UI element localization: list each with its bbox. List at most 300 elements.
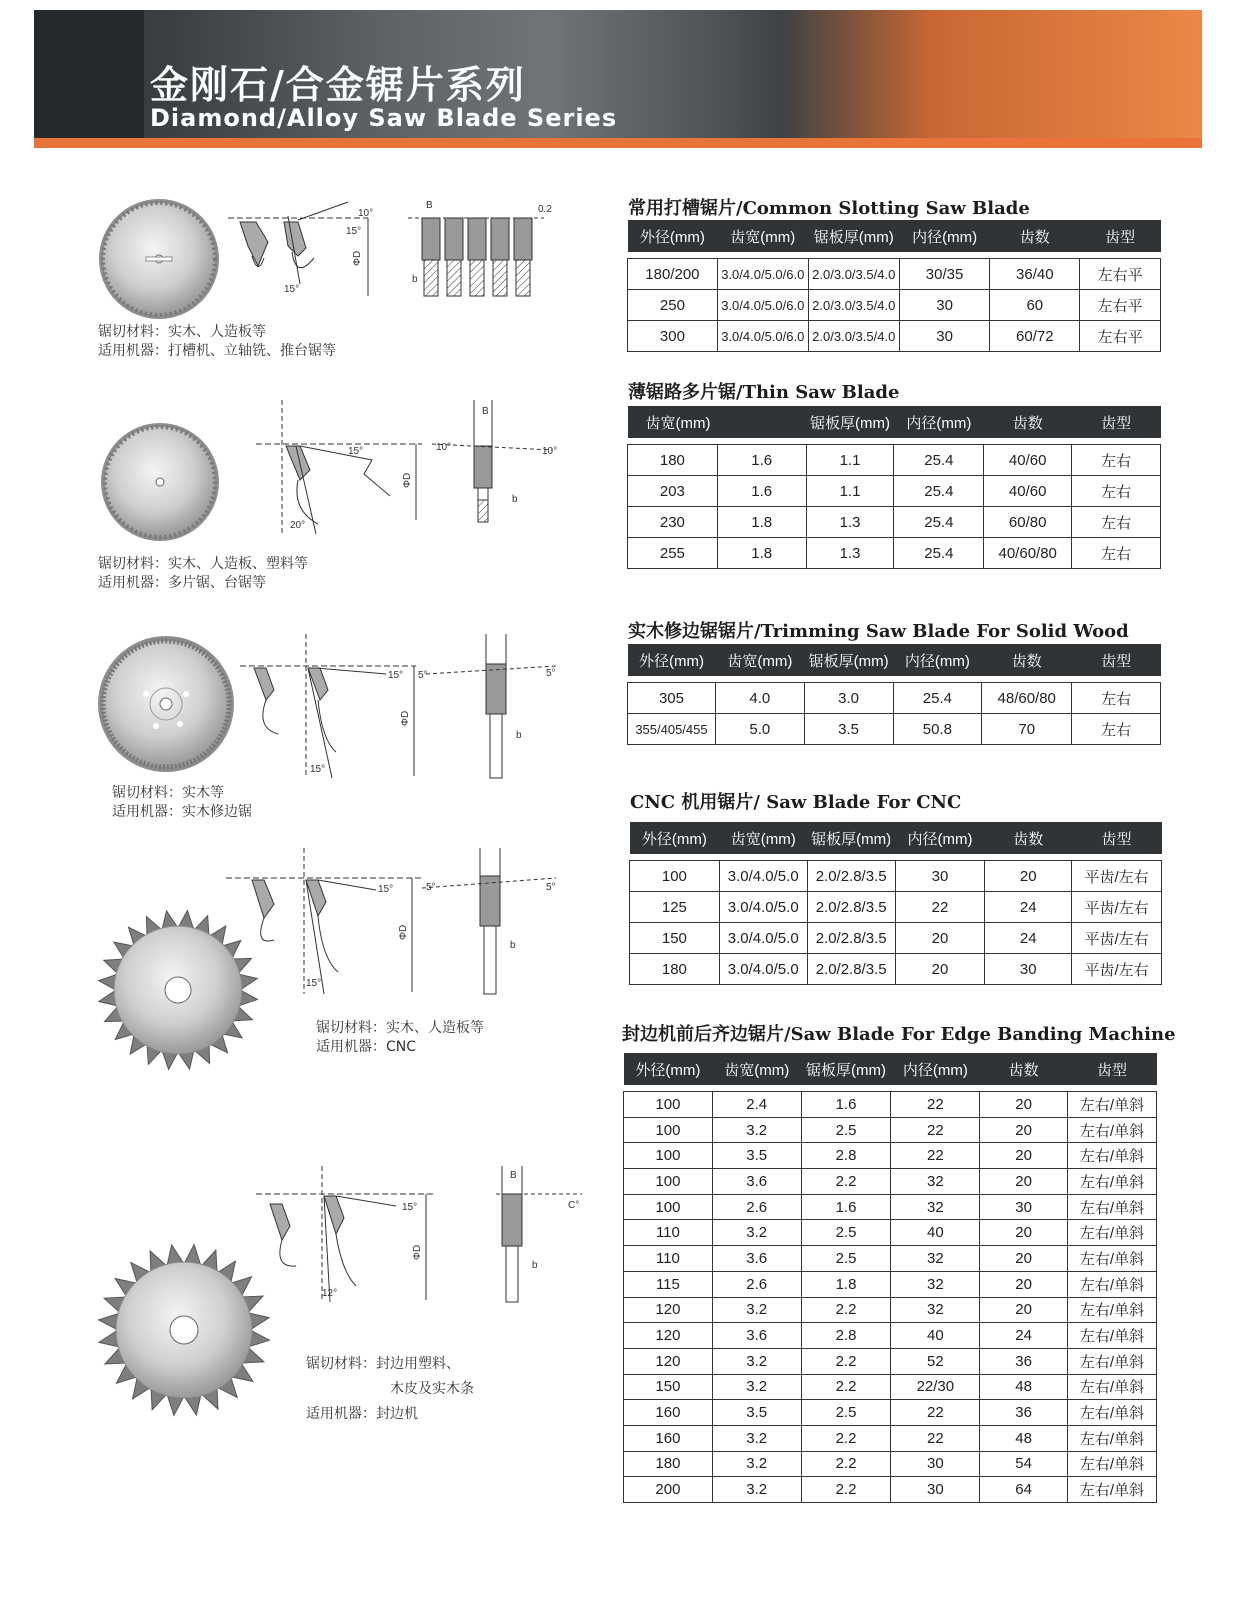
d1-angle-a: 10°	[358, 208, 374, 219]
table-cell: 1.8	[717, 538, 806, 569]
table-row	[630, 892, 1162, 923]
table-cell: 2.0/2.8/3.5	[807, 954, 895, 985]
tooth-diagram-1	[228, 196, 558, 301]
table-header: 锯板厚(mm)	[804, 644, 893, 676]
table-2-title: 薄锯路多片锯/Thin Saw Blade	[628, 382, 900, 403]
product-3-machine: 适用机器：实木修边锯	[112, 804, 252, 820]
table-cell: 1.3	[806, 538, 894, 569]
table-cell: 115	[624, 1271, 713, 1297]
table-cell: 54	[980, 1451, 1068, 1477]
table-row	[624, 1323, 1157, 1349]
table-header: 齿数	[985, 822, 1072, 854]
table-cell: 180	[630, 954, 720, 985]
table-cell: 3.5	[712, 1400, 801, 1426]
table-cell: 2.8	[801, 1143, 891, 1169]
d5-plate-b: b	[532, 1260, 538, 1271]
header-dark-block	[34, 10, 144, 138]
table-cell: 30	[899, 321, 990, 352]
table-header: 内径(mm)	[894, 406, 984, 438]
table-cell: 1.8	[801, 1271, 891, 1297]
table-header: 外径(mm)	[628, 220, 718, 252]
table-cell: 3.2	[712, 1477, 801, 1503]
table-cell: 3.2	[712, 1374, 801, 1400]
table-cell: 左右平	[1080, 290, 1161, 321]
d3-angle-a: 15°	[388, 670, 404, 681]
table-cell: 48	[980, 1425, 1068, 1451]
table-cell: 30/35	[899, 259, 990, 290]
table-cell: 22	[891, 1117, 980, 1143]
table-header: 齿数	[990, 220, 1080, 252]
table-cell: 左右/单斜	[1068, 1271, 1157, 1297]
tooth-diagram-3	[236, 630, 566, 780]
table-row	[624, 1220, 1157, 1246]
d1-angle-b: 15°	[346, 226, 362, 237]
d4-angle-b: 5°	[426, 882, 436, 893]
table-cell: 30	[895, 861, 985, 892]
page-title-cn: 金刚石/合金锯片系列	[150, 63, 526, 107]
table-header: 齿数	[982, 644, 1072, 676]
table-header-row	[628, 220, 1161, 252]
table-header: 齿型	[1068, 1053, 1157, 1085]
d4-diameter: ΦD	[398, 924, 409, 940]
table-header: 锯板厚(mm)	[808, 220, 899, 252]
table-row	[628, 259, 1161, 290]
table-3-title: 实木修边锯锯片/Trimming Saw Blade For Solid Wood	[628, 621, 1129, 642]
table-cell: 25.4	[894, 538, 984, 569]
table-cell: 52	[891, 1348, 980, 1374]
d5-diameter: ΦD	[412, 1244, 423, 1260]
table-cell: 1.3	[806, 507, 894, 538]
d5-angle-b: 12°	[322, 1288, 338, 1299]
table-row	[630, 923, 1162, 954]
d3-diameter: ΦD	[400, 710, 411, 726]
table-cell: 2.6	[712, 1271, 801, 1297]
table-header: 锯板厚(mm)	[801, 1053, 891, 1085]
table-cell: 25.4	[893, 683, 982, 714]
table-header: 锯板厚(mm)	[806, 406, 894, 438]
table-cell: 36	[980, 1400, 1068, 1426]
table-row	[628, 507, 1161, 538]
table-cell: 左右	[1072, 507, 1161, 538]
table-cell: 3.5	[712, 1143, 801, 1169]
table-cell: 2.5	[801, 1117, 891, 1143]
table-cell: 左右/单斜	[1068, 1425, 1157, 1451]
table-header: 齿宽(mm)	[719, 822, 807, 854]
table-1-title: 常用打槽锯片/Common Slotting Saw Blade	[628, 198, 1030, 219]
table-cell: 左右	[1072, 445, 1161, 476]
table-cell: 平齿/左右	[1072, 861, 1162, 892]
product-4-machine: 适用机器：CNC	[316, 1039, 417, 1055]
table-cell: 1.6	[717, 476, 806, 507]
table-cell: 22	[891, 1425, 980, 1451]
table-cell: 3.2	[712, 1425, 801, 1451]
table-header: 内径(mm)	[891, 1053, 980, 1085]
table-cell: 1.6	[801, 1092, 891, 1118]
table-cell: 2.5	[801, 1400, 891, 1426]
table-cell: 250	[628, 290, 718, 321]
table-row	[628, 290, 1161, 321]
table-cell: 左右	[1072, 683, 1161, 714]
table-cell: 2.2	[801, 1169, 891, 1195]
table-cell: 25.4	[894, 507, 984, 538]
d1-diameter: ΦD	[352, 250, 363, 266]
table-cell: 32	[891, 1297, 980, 1323]
table-cell: 110	[624, 1246, 713, 1272]
table-cell: 1.6	[801, 1194, 891, 1220]
table-cell: 左右	[1072, 538, 1161, 569]
table-row	[624, 1348, 1157, 1374]
d1-angle-c: 15°	[284, 284, 300, 295]
table-cell: 左右/单斜	[1068, 1143, 1157, 1169]
product-4-material: 锯切材料：实木、人造板等	[316, 1020, 484, 1036]
table-header: 齿型	[1072, 822, 1162, 854]
table-cell: 300	[628, 321, 718, 352]
table-cell: 24	[980, 1323, 1068, 1349]
table-cell: 20	[980, 1169, 1068, 1195]
product-2-note	[98, 555, 308, 593]
table-cell: 2.5	[801, 1246, 891, 1272]
table-cell: 左右/单斜	[1068, 1117, 1157, 1143]
table-cell: 25.4	[894, 445, 984, 476]
table-cell: 120	[624, 1323, 713, 1349]
product-1-material: 锯切材料：实木、人造板等	[98, 324, 266, 340]
d3-plate-b: b	[516, 730, 522, 741]
table-cell: 2.0/2.8/3.5	[807, 892, 895, 923]
table-row	[630, 861, 1162, 892]
table-row	[624, 1477, 1157, 1503]
page-header	[34, 10, 1202, 148]
d2-angle-right: 10°	[542, 446, 558, 457]
table-cell: 左右	[1072, 476, 1161, 507]
table-cell: 60	[990, 290, 1080, 321]
table-cell: 左右/单斜	[1068, 1194, 1157, 1220]
table-cell: 左右/单斜	[1068, 1323, 1157, 1349]
table-cell: 3.0/4.0/5.0/6.0	[717, 259, 808, 290]
table-row	[624, 1271, 1157, 1297]
table-cell: 左右/单斜	[1068, 1297, 1157, 1323]
table-cell: 2.2	[801, 1477, 891, 1503]
d5-angle-a: 15°	[402, 1202, 418, 1213]
table-row	[630, 954, 1162, 985]
table-cell: 60/72	[990, 321, 1080, 352]
table-cell: 32	[891, 1169, 980, 1195]
table-cell: 32	[891, 1271, 980, 1297]
table-cell: 22	[891, 1143, 980, 1169]
table-row	[628, 538, 1161, 569]
table-cell: 3.0/4.0/5.0	[719, 923, 807, 954]
d1-tolerance: 0.2	[538, 204, 552, 215]
table-cell: 40	[891, 1220, 980, 1246]
saw-blade-image-1	[96, 196, 222, 322]
table-cell: 3.0	[804, 683, 893, 714]
table-cell: 120	[624, 1348, 713, 1374]
table-cell: 36/40	[990, 259, 1080, 290]
table-cell: 5.0	[715, 714, 804, 745]
table-cell: 左右/单斜	[1068, 1348, 1157, 1374]
table-cell: 左右/单斜	[1068, 1477, 1157, 1503]
table-cell: 40/60	[984, 476, 1072, 507]
table-header-row	[628, 644, 1161, 676]
table-cell: 4.0	[715, 683, 804, 714]
table-header: 外径(mm)	[624, 1053, 713, 1085]
table-cell: 3.6	[712, 1246, 801, 1272]
saw-blade-image-5	[96, 1242, 272, 1418]
table-cell: 203	[628, 476, 718, 507]
table-cell: 1.6	[717, 445, 806, 476]
d2-angle-left: 10°	[436, 442, 452, 453]
table-header: 齿型	[1080, 220, 1161, 252]
table-cell: 32	[891, 1194, 980, 1220]
table-header: 齿型	[1072, 406, 1161, 438]
d1-width-b: B	[426, 200, 433, 211]
table-cell: 2.2	[801, 1297, 891, 1323]
table-cell: 48	[980, 1374, 1068, 1400]
table-cell: 20	[980, 1220, 1068, 1246]
d2-plate-b: b	[512, 494, 518, 505]
table-cell: 3.2	[712, 1220, 801, 1246]
table-cell: 100	[624, 1194, 713, 1220]
table-row	[624, 1246, 1157, 1272]
table-cell: 20	[980, 1246, 1068, 1272]
table-cell: 左右/单斜	[1068, 1374, 1157, 1400]
table-cell: 125	[630, 892, 720, 923]
table-row	[628, 714, 1161, 745]
table-cell: 200	[624, 1477, 713, 1503]
d4-plate-b: b	[510, 940, 516, 951]
table-cell: 150	[630, 923, 720, 954]
product-1-note	[98, 323, 336, 361]
table-cell: 20	[895, 923, 985, 954]
table-row	[624, 1143, 1157, 1169]
product-2-material: 锯切材料：实木、人造板、塑料等	[98, 556, 308, 572]
table-header: 内径(mm)	[899, 220, 990, 252]
table-cell: 20	[980, 1143, 1068, 1169]
tooth-diagram-5	[256, 1164, 586, 1304]
table-cell: 3.0/4.0/5.0	[719, 892, 807, 923]
table-cell: 355/405/455	[628, 714, 716, 745]
table-row	[628, 683, 1161, 714]
table-cell: 3.2	[712, 1297, 801, 1323]
table-trimming-saw	[627, 644, 1161, 745]
table-header: 齿宽(mm)	[712, 1053, 801, 1085]
table-cell: 3.6	[712, 1323, 801, 1349]
table-cell: 2.0/3.0/3.5/4.0	[808, 259, 899, 290]
table-header: 齿数	[984, 406, 1072, 438]
table-row	[624, 1169, 1157, 1195]
table-header: 外径(mm)	[628, 644, 716, 676]
table-cell: 40	[891, 1323, 980, 1349]
table-cell: 32	[891, 1246, 980, 1272]
table-cell: 22	[895, 892, 985, 923]
d3-angle-b: 5°	[418, 670, 428, 681]
table-cell: 100	[624, 1092, 713, 1118]
table-cell: 100	[624, 1117, 713, 1143]
table-row	[624, 1117, 1157, 1143]
table-cell: 50.8	[893, 714, 982, 745]
table-cell: 2.2	[801, 1374, 891, 1400]
table-cell: 36	[980, 1348, 1068, 1374]
table-cell: 2.4	[712, 1092, 801, 1118]
table-cell: 120	[624, 1297, 713, 1323]
table-cell: 2.0/3.0/3.5/4.0	[808, 321, 899, 352]
table-cell: 2.8	[801, 1323, 891, 1349]
table-cell: 3.5	[804, 714, 893, 745]
table-cell: 平齿/左右	[1072, 923, 1162, 954]
saw-blade-image-2	[98, 420, 222, 544]
table-header-row	[628, 406, 1161, 438]
table-cell: 左右/单斜	[1068, 1246, 1157, 1272]
table-cell: 100	[624, 1169, 713, 1195]
table-cell: 左右/单斜	[1068, 1092, 1157, 1118]
table-cell: 20	[980, 1297, 1068, 1323]
product-2-machine: 适用机器：多片锯、台锯等	[98, 575, 266, 591]
table-cell: 30	[899, 290, 990, 321]
table-cell: 40/60/80	[984, 538, 1072, 569]
table-cell: 2.0/3.0/3.5/4.0	[808, 290, 899, 321]
table-row	[628, 476, 1161, 507]
table-cell: 3.0/4.0/5.0	[719, 954, 807, 985]
table-cnc-saw	[629, 822, 1162, 985]
table-cell: 3.2	[712, 1117, 801, 1143]
table-cell: 20	[980, 1271, 1068, 1297]
table-header-row	[624, 1053, 1157, 1085]
d2-width-b: B	[482, 406, 489, 417]
table-cell: 20	[985, 861, 1072, 892]
table-cell: 24	[985, 923, 1072, 954]
table-cell: 2.2	[801, 1348, 891, 1374]
table-header: 齿宽(mm)	[717, 220, 808, 252]
table-cell: 40/60	[984, 445, 1072, 476]
table-cell: 平齿/左右	[1072, 954, 1162, 985]
table-cell: 左右	[1072, 714, 1161, 745]
table-cell: 70	[982, 714, 1072, 745]
table-cell: 左右/单斜	[1068, 1220, 1157, 1246]
product-3-material: 锯切材料：实木等	[112, 785, 224, 801]
table-cell: 2.6	[712, 1194, 801, 1220]
d1-plate-b: b	[412, 274, 418, 285]
table-row	[624, 1451, 1157, 1477]
d4-angle-c: 15°	[306, 978, 322, 989]
d2-angle-a: 15°	[348, 446, 364, 457]
table-header-row	[630, 822, 1162, 854]
table-cell: 180	[624, 1451, 713, 1477]
slotting-teeth-group	[422, 218, 532, 296]
table-cell: 30	[891, 1451, 980, 1477]
table-header: 齿宽(mm)	[628, 406, 807, 438]
table-cell: 255	[628, 538, 718, 569]
product-5-note	[306, 1352, 474, 1427]
table-cell: 3.2	[712, 1348, 801, 1374]
table-cell: 2.5	[801, 1220, 891, 1246]
page-title-en: Diamond/Alloy Saw Blade Series	[150, 104, 618, 132]
table-header: 锯板厚(mm)	[807, 822, 895, 854]
table-header: 齿型	[1072, 644, 1161, 676]
tooth-diagram-2	[252, 400, 572, 535]
d3-angle-right: 5°	[546, 668, 556, 679]
table-cell: 平齿/左右	[1072, 892, 1162, 923]
table-cell: 25.4	[894, 476, 984, 507]
saw-blade-image-3	[96, 634, 236, 774]
d2-angle-b: 20°	[290, 520, 306, 531]
table-cell: 20	[895, 954, 985, 985]
table-header: 齿宽(mm)	[715, 644, 804, 676]
table-row	[624, 1092, 1157, 1118]
table-cell: 1.1	[806, 476, 894, 507]
table-common-slotting	[627, 220, 1161, 352]
table-cell: 48/60/80	[982, 683, 1072, 714]
table-cell: 22	[891, 1092, 980, 1118]
table-cell: 2.2	[801, 1451, 891, 1477]
table-cell: 22/30	[891, 1374, 980, 1400]
d2-diameter: ΦD	[402, 472, 413, 488]
table-cell: 1.1	[806, 445, 894, 476]
table-cell: 64	[980, 1477, 1068, 1503]
table-cell: 180	[628, 445, 718, 476]
table-row	[624, 1425, 1157, 1451]
table-row	[628, 321, 1161, 352]
table-cell: 20	[980, 1117, 1068, 1143]
table-cell: 24	[985, 892, 1072, 923]
table-cell: 20	[980, 1092, 1068, 1118]
table-cell: 左右平	[1080, 321, 1161, 352]
table-cell: 60/80	[984, 507, 1072, 538]
table-row	[628, 445, 1161, 476]
table-cell: 3.0/4.0/5.0	[719, 861, 807, 892]
table-cell: 160	[624, 1400, 713, 1426]
table-header: 外径(mm)	[630, 822, 720, 854]
table-cell: 160	[624, 1425, 713, 1451]
table-cell: 30	[985, 954, 1072, 985]
table-cell: 110	[624, 1220, 713, 1246]
table-cell: 1.8	[717, 507, 806, 538]
table-cell: 3.2	[712, 1451, 801, 1477]
table-cell: 2.2	[801, 1425, 891, 1451]
header-orange-band	[34, 138, 1202, 148]
d5-width-b: B	[510, 1170, 517, 1181]
table-cell: 230	[628, 507, 718, 538]
table-thin-saw	[627, 406, 1161, 569]
table-cell: 左右平	[1080, 259, 1161, 290]
d4-angle-a: 15°	[378, 884, 394, 895]
table-header: 内径(mm)	[893, 644, 982, 676]
table-cell: 30	[891, 1477, 980, 1503]
table-5-title: 封边机前后齐边锯片/Saw Blade For Edge Banding Machine	[622, 1024, 1176, 1045]
table-cell: 30	[980, 1194, 1068, 1220]
table-cell: 2.0/2.8/3.5	[807, 923, 895, 954]
table-row	[624, 1297, 1157, 1323]
table-4-title: CNC 机用锯片/ Saw Blade For CNC	[630, 792, 962, 813]
table-edge-banding	[623, 1053, 1157, 1503]
d4-angle-right: 5°	[546, 882, 556, 893]
table-cell: 180/200	[628, 259, 718, 290]
d5-angle-c: C°	[568, 1200, 580, 1211]
table-row	[624, 1194, 1157, 1220]
product-5-material-2: 木皮及实木条	[390, 1381, 474, 1397]
table-cell: 左右/单斜	[1068, 1169, 1157, 1195]
table-row	[624, 1400, 1157, 1426]
table-cell: 3.0/4.0/5.0/6.0	[717, 321, 808, 352]
table-cell: 305	[628, 683, 716, 714]
table-cell: 22	[891, 1400, 980, 1426]
table-cell: 3.0/4.0/5.0/6.0	[717, 290, 808, 321]
table-header: 内径(mm)	[895, 822, 985, 854]
table-cell: 100	[630, 861, 720, 892]
table-cell: 3.6	[712, 1169, 801, 1195]
product-1-machine: 适用机器：打槽机、立轴铣、推台锯等	[98, 343, 336, 359]
table-cell: 2.0/2.8/3.5	[807, 861, 895, 892]
table-row	[624, 1374, 1157, 1400]
table-cell: 左右/单斜	[1068, 1400, 1157, 1426]
